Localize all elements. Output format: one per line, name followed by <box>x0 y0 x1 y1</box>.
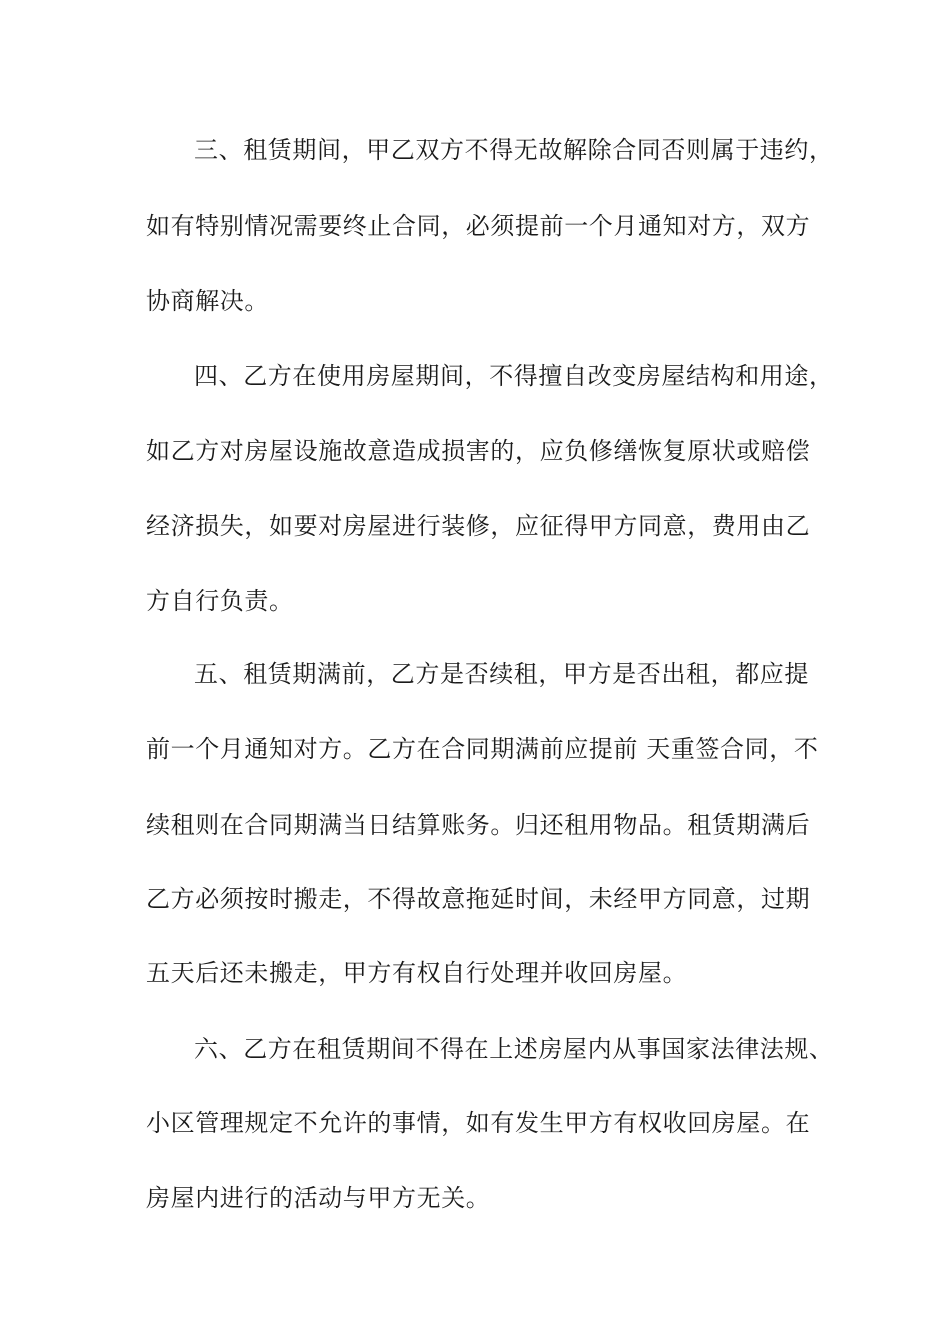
clause-3-line-1: 三、租赁期间，甲乙双方不得无故解除合同否则属于违约， <box>194 136 834 164</box>
clause-5-line-3: 续租则在合同期满当日结算账务。归还租用物品。租赁期满后 <box>146 811 811 839</box>
clause-4-line-2: 如乙方对房屋设施故意造成损害的，应负修缮恢复原状或赔偿 <box>146 437 811 465</box>
clause-3-line-3: 协商解决。 <box>146 287 269 315</box>
clause-3-line-2: 如有特别情况需要终止合同，必须提前一个月通知对方，双方 <box>146 212 811 240</box>
clause-6-line-1: 六、乙方在租赁期间不得在上述房屋内从事国家法律法规、 <box>194 1035 834 1063</box>
clause-4-line-4: 方自行负责。 <box>146 587 294 615</box>
clause-5-line-1: 五、租赁期满前，乙方是否续租，甲方是否出租，都应提 <box>194 660 809 688</box>
clause-5-line-5: 五天后还未搬走，甲方有权自行处理并收回房屋。 <box>146 959 688 987</box>
clause-5-line-4: 乙方必须按时搬走，不得故意拖延时间，未经甲方同意，过期 <box>146 885 811 913</box>
clause-4-line-3: 经济损失，如要对房屋进行装修，应征得甲方同意，费用由乙 <box>146 512 811 540</box>
clause-6-line-2: 小区管理规定不允许的事情，如有发生甲方有权收回房屋。在 <box>146 1109 811 1137</box>
clause-4-line-1: 四、乙方在使用房屋期间，不得擅自改变房屋结构和用途， <box>194 362 834 390</box>
clause-5-line-2: 前一个月通知对方。乙方在合同期满前应提前 天重签合同，不 <box>146 735 819 763</box>
clause-6-line-3: 房屋内进行的活动与甲方无关。 <box>146 1184 491 1212</box>
